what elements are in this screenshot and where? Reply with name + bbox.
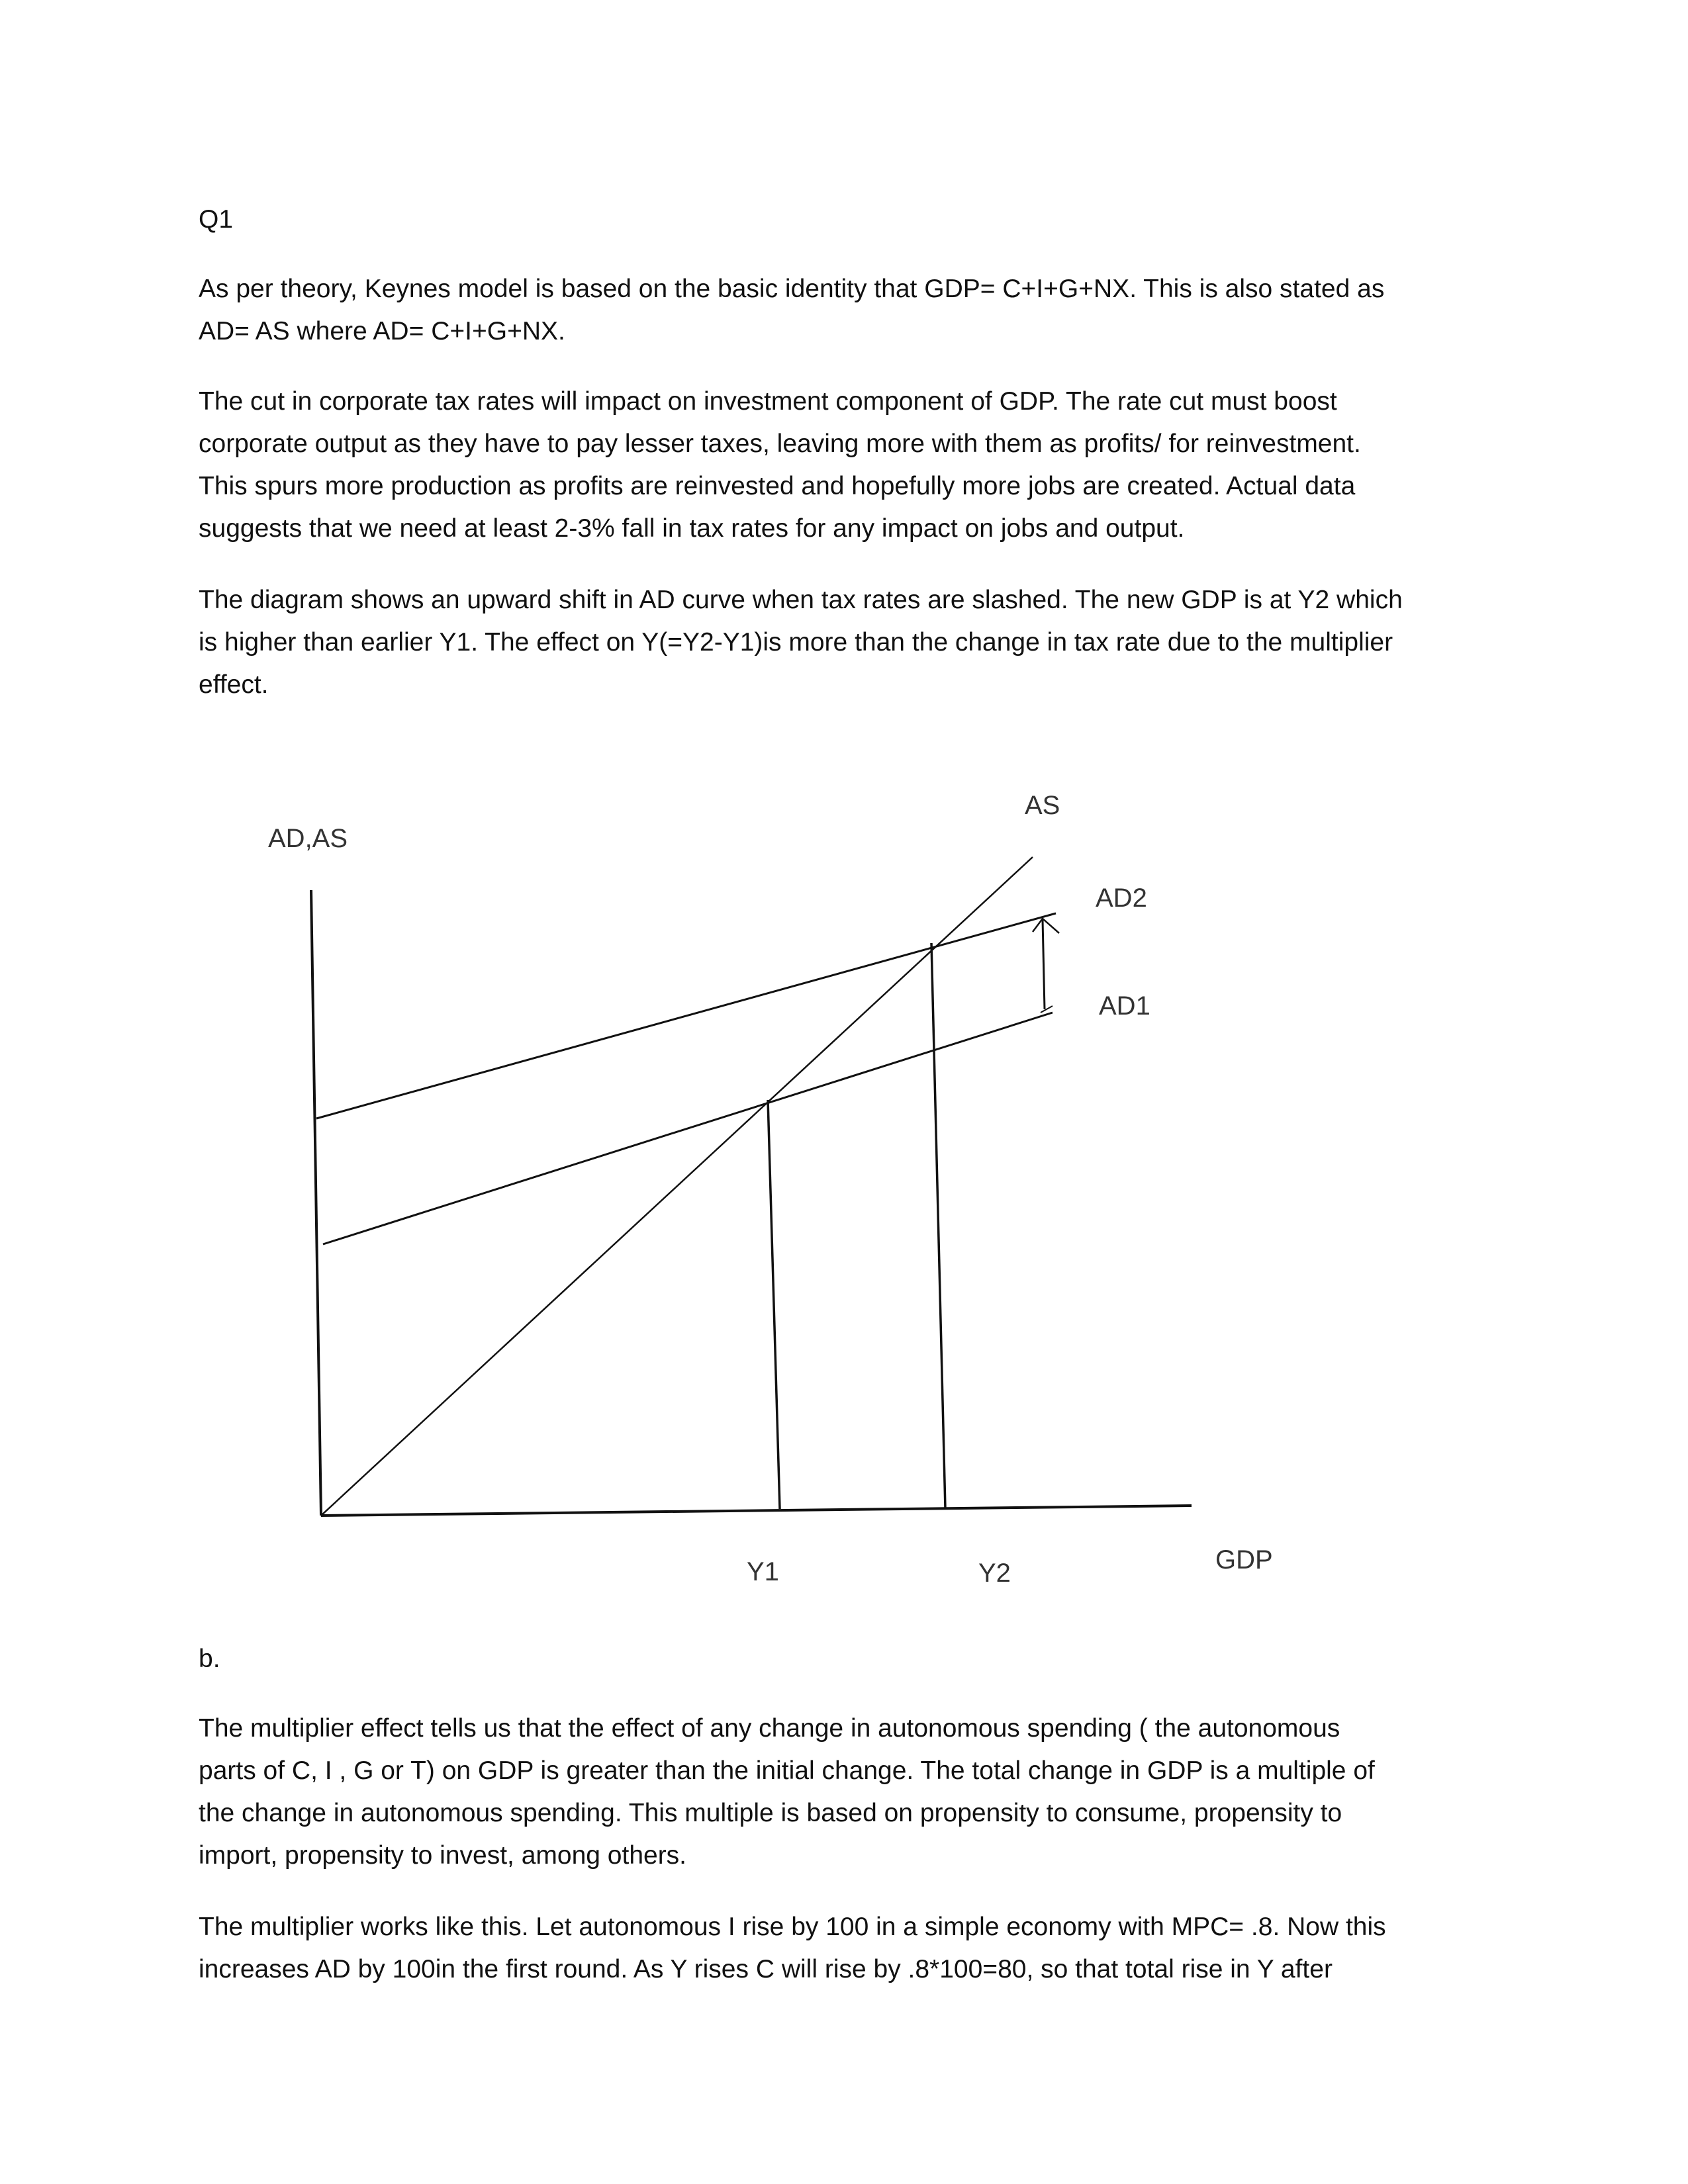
paragraph-line: suggests that we need at least 2-3% fall in tax rates for any impact on jobs and output. [199,514,1185,543]
paragraph-line: This spurs more production as profits are reinvested and hopefully more jobs are created. Actual data [199,472,1356,500]
ad1-label: AD1 [1099,991,1150,1021]
as-line [321,857,1033,1516]
paragraph-line: the change in autonomous spending. This multiple is based on propensity to consume, propensity to [199,1799,1342,1827]
paragraph-multiplier-example [199,1906,1516,1991]
paragraph-line: is higher than earlier Y1. The effect on Y(=Y2-Y1)is more than the change in tax rate due to the multiplier [199,628,1393,657]
x-axis-label: GDP [1215,1545,1273,1574]
paragraph-line: AD= AS where AD= C+I+G+NX. [199,317,565,345]
paragraph-line: The multiplier works like this. Let autonomous I rise by 100 in a simple economy with MPC= .8. Now this [199,1913,1386,1941]
paragraph-line: The multiplier effect tells us that the effect of any change in autonomous spending ( the autonomous [199,1714,1340,1743]
y1-label: Y1 [747,1557,779,1586]
paragraph-line: The cut in corporate tax rates will impact on investment component of GDP. The rate cut must boost [199,387,1337,416]
paragraph-line: The diagram shows an upward shift in AD curve when tax rates are slashed. The new GDP is at Y2 which [199,586,1403,614]
y2-drop-line [931,943,945,1509]
ad2-label: AD2 [1096,884,1147,913]
y1-drop-line [768,1100,780,1509]
as-label: AS [1025,791,1060,820]
paragraph-line: parts of C, I , G or T) on GDP is greater than the initial change. The total change in GDP is a multiple of [199,1756,1375,1785]
y-axis-label: AD,AS [268,824,348,853]
x-axis [321,1506,1192,1516]
paragraph-multiplier-effect [199,1707,1516,1877]
question-number: Q1 [199,205,234,234]
y-axis [311,890,321,1516]
paragraph-line: import, propensity to invest, among others. [199,1841,687,1870]
shift-arrow-icon [1033,919,1059,1013]
paragraph-line: As per theory, Keynes model is based on the basic identity that GDP= C+I+G+NX. This is also stated as [199,275,1385,303]
ad2-line [316,913,1056,1118]
ad1-line [323,1013,1053,1244]
part-label: b. [199,1645,220,1673]
part-b-label [199,1638,1516,1680]
paragraph-line: increases AD by 100in the first round. As Y rises C will rise by .8*100=80, so that total rise in Y after [199,1955,1333,1983]
paragraph-line: effect. [199,670,269,699]
y2-label: Y2 [978,1559,1011,1588]
paragraph-line: corporate output as they have to pay lesser taxes, leaving more with them as profits/ for reinvestment. [199,430,1361,458]
